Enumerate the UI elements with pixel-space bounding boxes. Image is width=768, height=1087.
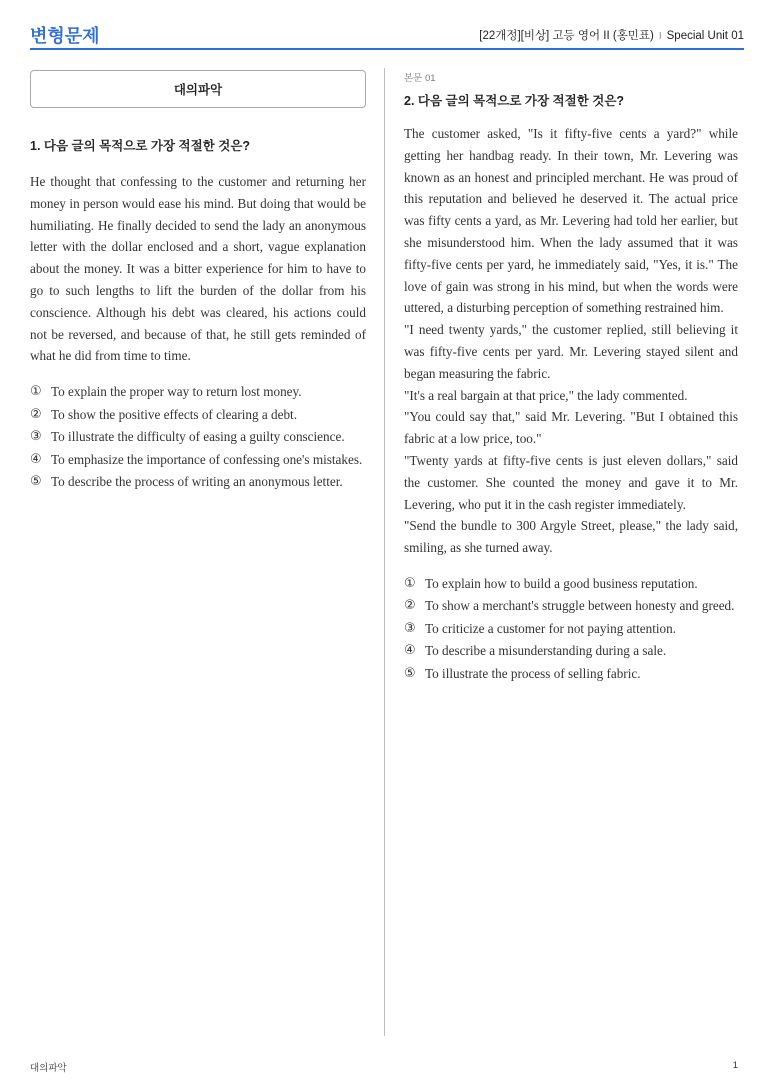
option-text: To describe a misunderstanding during a sale. [425, 643, 667, 659]
right-column [404, 68, 738, 685]
option-text: To explain the proper way to return lost money. [51, 384, 302, 400]
passage-paragraph: The customer asked, "Is it fifty-five cents a yard?" while getting her handbag ready. In their town, Mr. Levering was known as an honest and principled merchant. He was proud of this reputation and believed he deserved it. The actual price was fifty cents a yard, as Mr. Levering had told her earlier, but she misunderstood him. When the lady assumed that it was fifty-five cents per yard, he immediately said, "Yes, it is." The love of gain was strong in his mind, but when the words were uttered, a disturbing perception of something restrained him. [404, 126, 738, 316]
question-1-passage [30, 171, 366, 367]
question-1-options [30, 381, 366, 494]
passage-paragraph: "It's a real bargain at that price," the lady commented. [404, 387, 688, 403]
option-number: ① [30, 384, 42, 400]
option-number: ① [404, 575, 416, 591]
passage-paragraph: "I need twenty yards," the customer replied, still believing it was fifty-five cents per yard. Mr. Levering stayed silent and began measuring the fabric. [404, 322, 738, 381]
section-title-box: 대의파악 [30, 70, 366, 108]
column-divider [384, 68, 385, 1036]
option-text: To describe the process of writing an anonymous letter. [51, 474, 343, 490]
footer-section-label: 대의파악 [30, 1063, 67, 1074]
left-column [30, 68, 366, 494]
question-1-title: 1. 다음 글의 목적으로 가장 적절한 것은? [30, 139, 251, 153]
brand-title: 변형문제 [30, 26, 100, 46]
question-2-passage [404, 123, 738, 559]
option-5[interactable] [404, 663, 738, 686]
option-text: To illustrate the difficulty of easing a guilty conscience. [51, 429, 345, 445]
option-number: ④ [404, 643, 416, 659]
option-3[interactable] [30, 426, 366, 449]
option-5[interactable] [30, 471, 366, 494]
option-number: ② [30, 406, 42, 422]
textbook-info: [22개정][비상] 고등 영어 II (홍민표) [479, 30, 654, 42]
option-text: To emphasize the importance of confessing one's mistakes. [51, 451, 363, 467]
option-text: To explain how to build a good business reputation. [425, 575, 698, 591]
option-3[interactable] [404, 618, 738, 641]
header-info [479, 27, 744, 43]
passage-paragraph: "You could say that," said Mr. Levering. "But I obtained this fabric at a low price, too." [404, 409, 738, 447]
option-4[interactable] [404, 640, 738, 663]
page-number: 1 [732, 1060, 738, 1071]
option-number: ③ [30, 429, 42, 445]
option-number: ④ [30, 451, 42, 467]
option-text: To illustrate the process of selling fabric. [425, 665, 641, 681]
option-2[interactable] [30, 404, 366, 427]
option-text: To show a merchant's struggle between honesty and greed. [425, 598, 735, 614]
page-header [30, 18, 744, 50]
passage-paragraph: "Twenty yards at fifty-five cents is just eleven dollars," said the customer. She counted the money and gave it to Mr. Levering, who put it in the cash register immediately. [404, 452, 738, 512]
option-number: ⑤ [30, 474, 42, 490]
option-1[interactable] [404, 573, 738, 596]
option-number: ⑤ [404, 665, 416, 681]
option-text: To criticize a customer for not paying attention. [425, 620, 677, 636]
passage-label: 본문 01 [404, 73, 436, 84]
passage-paragraph: "Send the bundle to 300 Argyle Street, please," the lady said, smiling, as she turned away. [404, 518, 738, 556]
passage-paragraph: He thought that confessing to the customer and returning her money in person would ease his mind. But doing that would be humiliating. He finally decided to send the lady an anonymous letter with the dollar enclosed and a short, vague explanation about the money. It was a bitter experience for him to have to go to such lengths to lift the burden of the dollar from his conscience. Although his debt was cleared, his actions could not be reversed, and because of that, he still gets reminded of what he did from time to time. [30, 174, 366, 364]
option-1[interactable] [30, 381, 366, 404]
option-text: To show the positive effects of clearing a debt. [51, 406, 298, 422]
question-2-options [404, 573, 738, 686]
option-number: ③ [404, 620, 416, 636]
option-number: ② [404, 598, 416, 614]
header-separator: I [658, 31, 662, 42]
option-4[interactable] [30, 449, 366, 472]
option-2[interactable] [404, 595, 738, 618]
question-2-title: 2. 다음 글의 목적으로 가장 적절한 것은? [404, 94, 625, 108]
unit-label: Special Unit 01 [666, 30, 744, 42]
